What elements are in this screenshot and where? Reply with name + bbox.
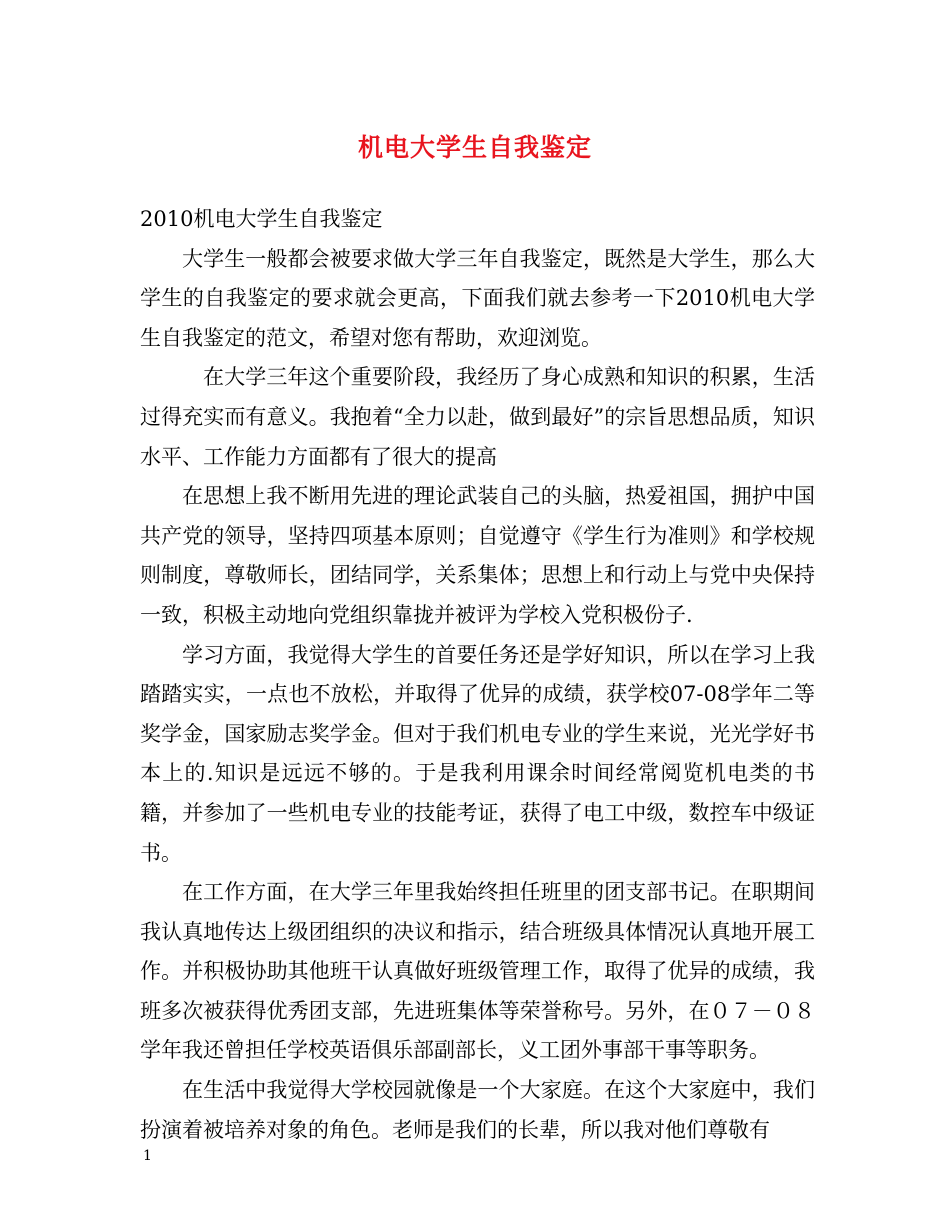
paragraph-study: 学习方面，我觉得大学生的首要任务还是学好知识，所以在学习上我踏踏实实，一点也不放松，并取得了优异的成绩，获学校07-08学年二等奖学金，国家励志奖学金。但对于我们机电专业的学生来说，光光学好书本上的.知识是远远不够的。于是我利用课余时间经常阅览机电类的书籍，并参加了一些机电专业的技能考证，获得了电工中级，数控车中级证书。 (140, 642, 815, 865)
paragraph-work: 在工作方面，在大学三年里我始终担任班里的团支部书记。在职期间我认真地传达上级团组织的决议和指示，结合班级具体情况认真地开展工作。并积极协助其他班干认真做好班级管理工作，取得了优异的成绩，我班多次被获得优秀团支部，先进班集体等荣誉称号。另外，在０７－０８学年我还曾担任学校英语俱乐部副部长，义工团外事部干事等职务。 (140, 880, 815, 1063)
paragraph-life: 在生活中我觉得大学校园就像是一个大家庭。在这个大家庭中，我们扮演着被培养对象的角色。老师是我们的长辈，所以我对他们尊敬有 (140, 1078, 815, 1142)
document-subtitle: 2010机电大学生自我鉴定 (140, 207, 383, 231)
paragraph-overview: 在大学三年这个重要阶段，我经历了身心成熟和知识的积累，生活过得充实而有意义。我抱着“全力以赴，做到最好”的宗旨思想品质，知识水平、工作能力方面都有了很大的提高 (140, 365, 815, 469)
document-title: 机电大学生自我鉴定 (357, 133, 592, 162)
document-body (140, 200, 815, 1150)
paragraph-intro: 大学生一般都会被要求做大学三年自我鉴定，既然是大学生，那么大学生的自我鉴定的要求就会更高，下面我们就去参考一下2010机电大学生自我鉴定的范文，希望对您有帮助，欢迎浏览。 (140, 246, 815, 350)
paragraph-thought: 在思想上我不断用先进的理论武装自己的头脑，热爱祖国，拥护中国共产党的领导，坚持四项基本原则；自觉遵守《学生行为准则》和学校规则制度，尊敬师长，团结同学，关系集体；思想上和行动上与党中央保持一致，积极主动地向党组织靠拢并被评为学校入党积极份子. (140, 484, 815, 627)
page-number: 1 (143, 1148, 152, 1164)
